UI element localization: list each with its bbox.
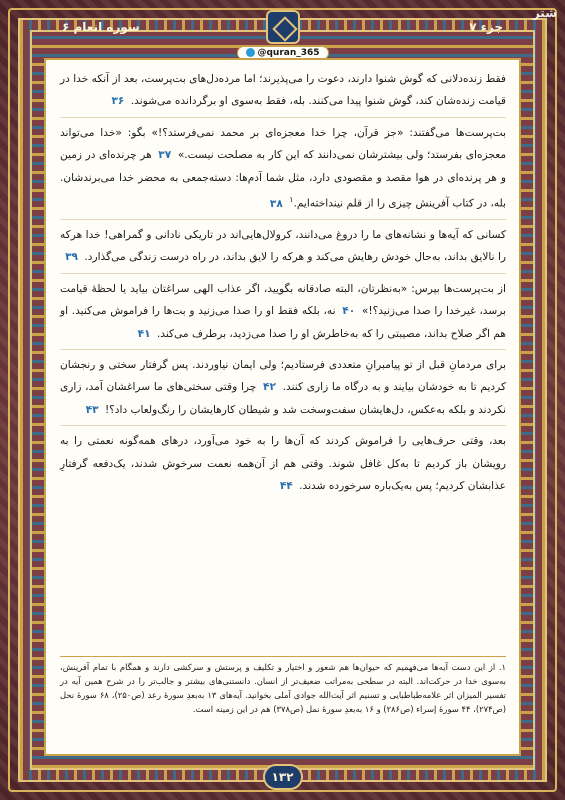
verse-paragraph <box>60 430 506 501</box>
footnote: ۱. از این دست آیه‌ها می‌فهمیم که حیوان‌ها هم شعور و اختیار و تکلیف و پرستش و سرکشی دارند و همگام با تمام آفرینش، به‌سوی خدا در حرکت‌اند. البته در سطحی به‌مراتب ضعیف‌تر از انسان. دانستنی‌های بیشتر و جالب‌تر را در شرح همین آیه در تفسیر المیزان اثر علامه‌طباطبایی و تسنیم اثر آیت‌الله جوادی آملی بخوانید. آیه‌های ۱۳ به‌بعدِ سورهٔ رعد (ص۲۵۰)، ۶۸ سورهٔ نحل (ص۲۷۴)، ۴۴ سورهٔ إسراء (ص۲۸۶) و ۱۶ به‌بعدِ سورهٔ نمل (ص۳۷۸) هم در این زمینه است. <box>60 662 507 714</box>
juz-label: جزء ۷ <box>469 20 503 34</box>
ayah-number: ۳۷ <box>158 149 172 162</box>
quran-emblem-icon <box>266 10 300 44</box>
footnote-divider <box>60 656 506 657</box>
verse-text: نه، بلکه فقط او را صدا می‌زنید و بت‌ها را فراموش می‌کنید. او هم اگر صلاح بداند، مصیبتی را که به‌خاطرش او را صدا می‌زدید، برطرف می‌کند. <box>60 305 506 340</box>
page-header <box>44 8 521 56</box>
verse-paragraph <box>60 278 506 350</box>
verse-text: برای مردمانِ قبل از تو پیامبرانِ متعددی فرستادیم؛ ولی ایمان نیاوردند. پس گرفتار سختی و رنجشان کردیم تا به خودشان بیایند و به درگاه ما زاری کنند. <box>60 359 506 394</box>
verse-paragraph <box>60 122 506 220</box>
ayah-number: ۳۹ <box>65 251 78 264</box>
ayah-number: ۴۰ <box>342 305 356 318</box>
verses-body <box>60 68 506 505</box>
ayah-number: ۴۴ <box>279 480 293 493</box>
ayah-number: ۴۲ <box>263 381 276 394</box>
verse-paragraph <box>60 224 506 274</box>
surah-label: سوره انعام ۶ <box>62 20 140 34</box>
verse-text: بعد، وقتی حرف‌هایی را فراموش کردند که آن‌ها را به خود می‌آورد، درهای همه‌گونه نعمتی را به رویشان باز کردیم تا به‌کل غافل شوند. وقتی هم از آن‌همه نعمت سرخوش شدند، یک‌دفعه گرفتارِ عذابشان کردیم؛ پس به‌یک‌باره سرخورده شدند. <box>60 435 506 493</box>
verse-paragraph <box>60 354 506 426</box>
verse-text: چرا وقتی سختی‌های ما سراغشان آمد، زاری نکردند و بلکه به‌عکس، دل‌هایشان سفت‌وسخت شد و شیطان کارهایشان را رنگ‌ولعاب داد؟! <box>60 381 506 416</box>
verse-text: هر چرنده‌ای در زمین و هر پرنده‌ای در هوا مقصد و مقصودی دارد، مثل شما آدم‌ها: دسته‌جمعی به محضر خدا می‌برندشان. بله، در کتاب آفرینش چیزی را از قلم نینداخته‌ایم. <box>60 149 506 210</box>
ayah-number: ۴۱ <box>137 327 151 340</box>
channel-handle: @quran_365 <box>257 48 320 58</box>
verse-text: کسانی که آیه‌ها و نشانه‌های ما را دروغ می‌دانند، کرولال‌هایی‌اند در تاریکی نادانی و گمراهی! خدا هرکه را نالایق بداند، به‌حال خودش رهایش می‌کند و هرکه را لایق بداند، در راه درست زندگی می‌گذارد. <box>60 228 506 264</box>
ayah-number: ۴۳ <box>85 403 99 416</box>
watermark-logo: شتر <box>532 6 557 20</box>
verse-text: فقط زنده‌دلانی که گوش شنوا دارند، دعوت را می‌پذیرند؛ اما مرده‌دل‌های بت‌پرست، بعد از آنکه خدا در قیامت زنده‌شان کند، گوش شنوا پیدا می‌کنند. بله، فقط به‌سوی او برگردانده می‌شوند. <box>60 73 506 108</box>
ayah-number: ۳۸ <box>269 197 283 210</box>
verse-paragraph <box>60 68 506 118</box>
footnote-marker: ۱ <box>289 195 294 205</box>
telegram-icon <box>245 48 254 57</box>
verse-text: از بت‌پرست‌ها بپرس: «به‌نظرتان، البته صادقانه بگویید، اگر عذاب الهی سراغتان بیاید یا لحظهٔ قیامت برسد، غیرخدا را صدا می‌زنید؟!» <box>60 282 506 318</box>
verse-text: بت‌پرست‌ها می‌گفتند: «جز قرآن، چرا خدا معجزه‌ای بر محمد نمی‌فرستد؟!» بگو: «خدا می‌تواند معجزه‌ای بفرستد؛ ولی بیشترشان نمی‌دانند که این کار به مصلحت نیست.» <box>60 126 507 162</box>
page-number: ۱۳۲ <box>263 764 303 790</box>
ayah-number: ۳۶ <box>111 95 125 108</box>
